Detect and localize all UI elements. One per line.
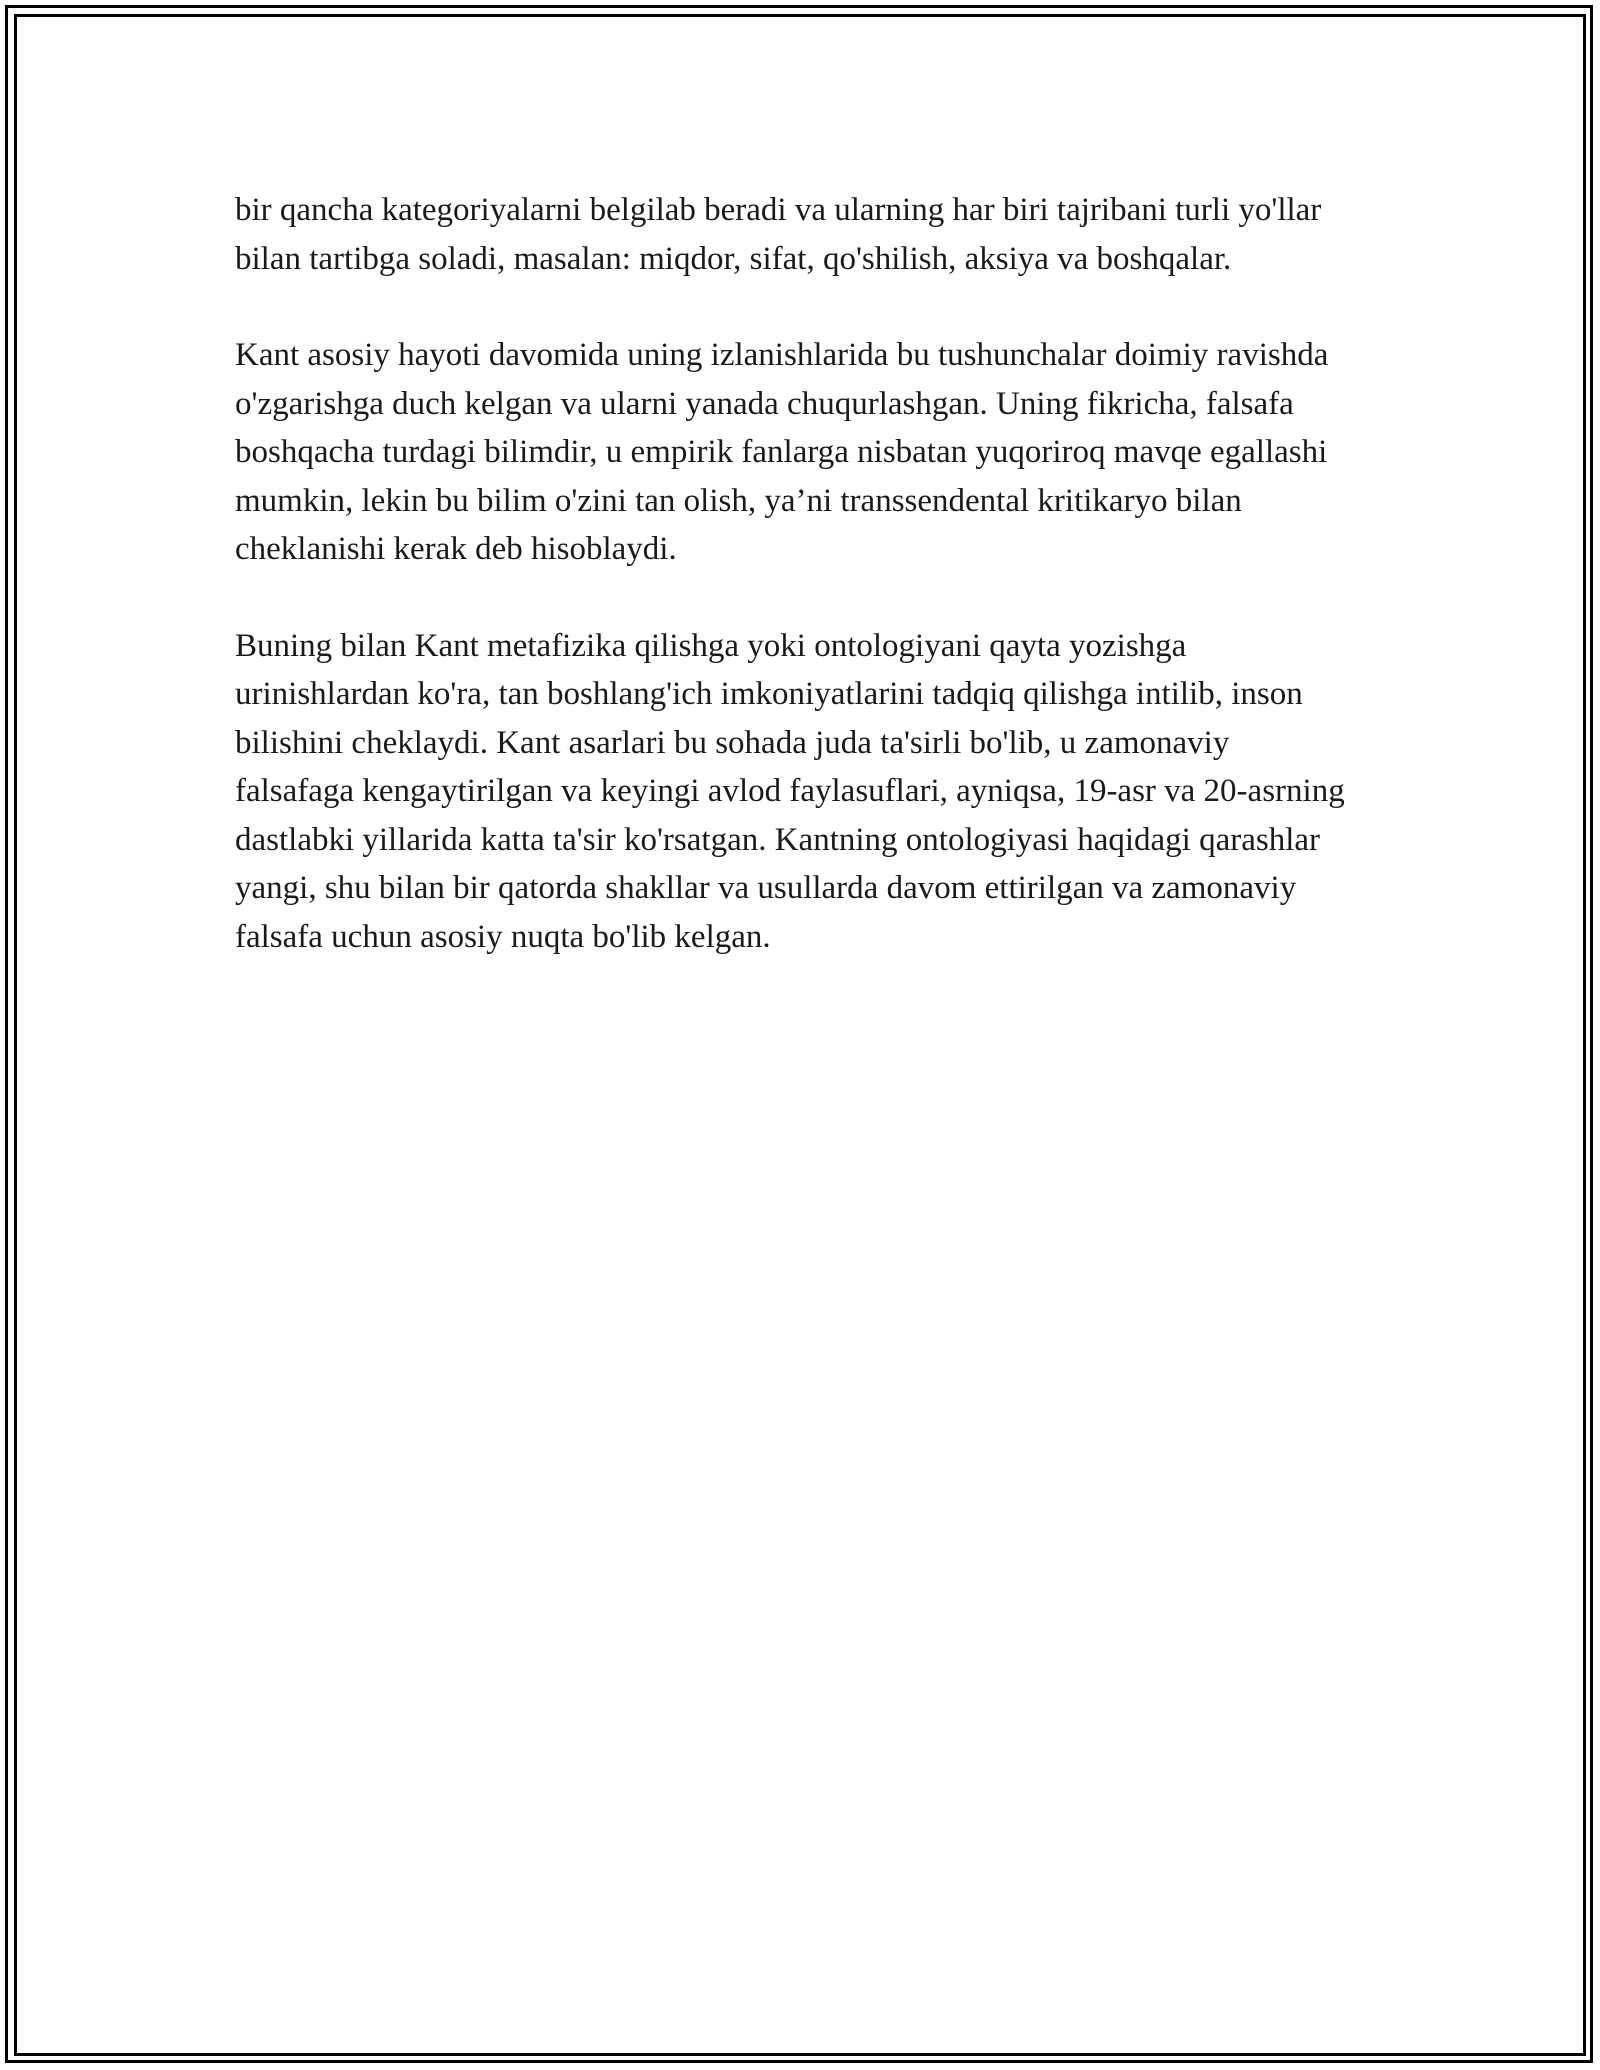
paragraph-1: bir qancha kategoriyalarni belgilab beradi va ularning har biri tajribani turli yo'llar bilan tartibga soladi, masalan: miqdor, sifat, qo'shilish, aksiya va boshqalar. — [235, 192, 1322, 277]
paragraph-3: Buning bilan Kant metafizika qilishga yoki ontologiyani qayta yozishga urinishlardan ko'ra, tan boshlang'ich imkoniyatlarini tadqiq qilishga intilib, inson bilishini cheklaydi. Kant asarlari bu sohada juda ta'sirli bo'lib, u zamonaviy falsafaga kengaytirilgan va keyingi avlod faylasuflari, ayniqsa, 19-asr va 20-asrning dastlabki yillarida katta ta'sir ko'rsatgan. Kantning ontologiyasi haqidagi qarashlar yangi, shu bilan bir qatorda shakllar va usullarda davom ettirilgan va zamonaviy falsafa uchun asosiy nuqta bo'lib kelgan. — [235, 627, 1345, 955]
document-body — [235, 186, 1355, 961]
paragraph-2: Kant asosiy hayoti davomida uning izlanishlarida bu tushunchalar doimiy ravishda o'zgarishga duch kelgan va ularni yanada chuqurlashgan. Uning fikricha, falsafa boshqacha turdagi bilimdir, u empirik fanlarga nisbatan yuqoriroq mavqe egallashi mumkin, lekin bu bilim o'zini tan olish, ya’ni transsendental kritikaryo bilan cheklanishi kerak deb hisoblaydi. — [235, 337, 1329, 567]
